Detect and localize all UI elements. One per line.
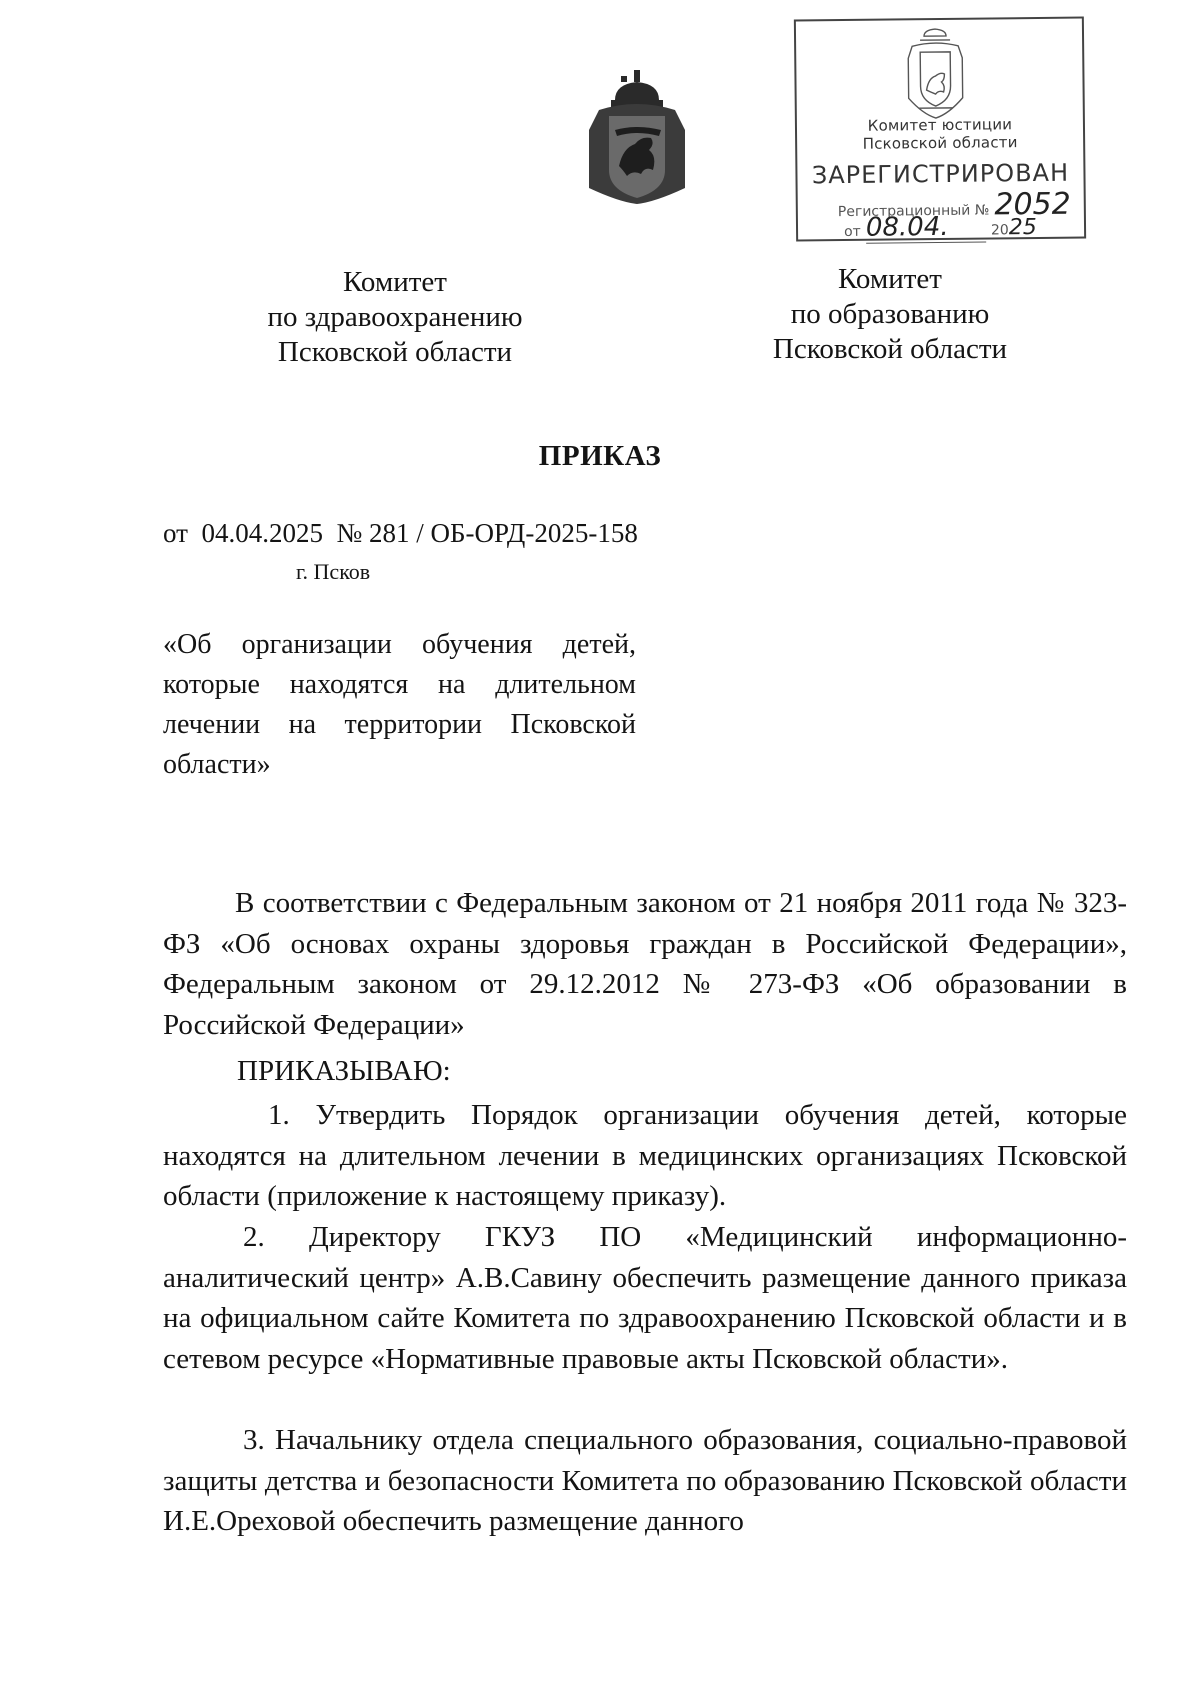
committee-health-line-3: Псковской области [277, 336, 513, 368]
document-title: ПРИКАЗ [538, 440, 662, 472]
stamp-reg-label: Регистрационный № [837, 202, 990, 221]
order-item-2: 2. Директору ГКУЗ ПО «Медицинский информационно-аналитический центр» А.В.Савину обеспечить размещение данного приказа на официальном сайте Комитета по здравоохранению Псковской области и в сетевом ресурсе «Нормативные правовые акты Псковской области». [163, 1221, 1127, 1375]
stamp-emblem [904, 28, 967, 121]
preamble-paragraph: В соответствии с Федеральным законом от 21 ноября 2011 года № 323-ФЗ «Об основах охраны здоровья граждан в Российской Федерации», Федеральным законом от 29.12.2012 № 273-ФЗ «Об образовании в Российской Федерации» [163, 887, 1127, 1041]
order-subject: «Об организации обучения детей, которые находятся на длительном лечении на территории Псковской области» [163, 629, 636, 780]
stamp-date-value: 08.04. [865, 211, 949, 243]
stamp-year-prefix: 20 [990, 222, 1009, 239]
order-number-line: от 04.04.2025 № 281 / ОБ-ОРД-2025-158 [163, 518, 638, 548]
stamp-org-line-1: Комитет юстиции [867, 115, 1013, 135]
committee-health [215, 265, 575, 370]
order-item-3: 3. Начальнику отдела специального образования, социально-правовой защиты детства и безопасности Комитета по образованию Псковской области И.Е.Ореховой обеспечить размещение данного [163, 1424, 1127, 1537]
committee-education-line-3: Псковской области [772, 333, 1008, 365]
stamp-date-label: от [843, 223, 861, 241]
committee-education [710, 262, 1070, 367]
order-item-1: 1. Утвердить Порядок организации обучения детей, которые находятся на длительном лечении в медицинских организациях Псковской области (приложение к настоящему приказу). [163, 1099, 1127, 1212]
registration-stamp [794, 16, 1086, 241]
committee-health-line-1: Комитет [343, 266, 447, 298]
order-city: г. Псков [296, 559, 371, 584]
committee-education-line-2: по образованию [790, 298, 990, 330]
stamp-org-line-2: Псковской области [862, 133, 1018, 153]
stamp-date-row [844, 211, 1037, 244]
command-word: ПРИКАЗЫВАЮ: [237, 1055, 451, 1087]
committee-education-line-1: Комитет [838, 263, 942, 295]
stamp-date-field [866, 212, 986, 244]
committee-health-line-2: по здравоохранению [267, 301, 523, 333]
stamp-status: ЗАРЕГИСТРИРОВАН [811, 158, 1070, 190]
coat-of-arms-emblem [585, 70, 690, 205]
stamp-reg-number: 2052 [994, 186, 1071, 223]
stamp-year-suffix: 25 [1008, 214, 1037, 241]
